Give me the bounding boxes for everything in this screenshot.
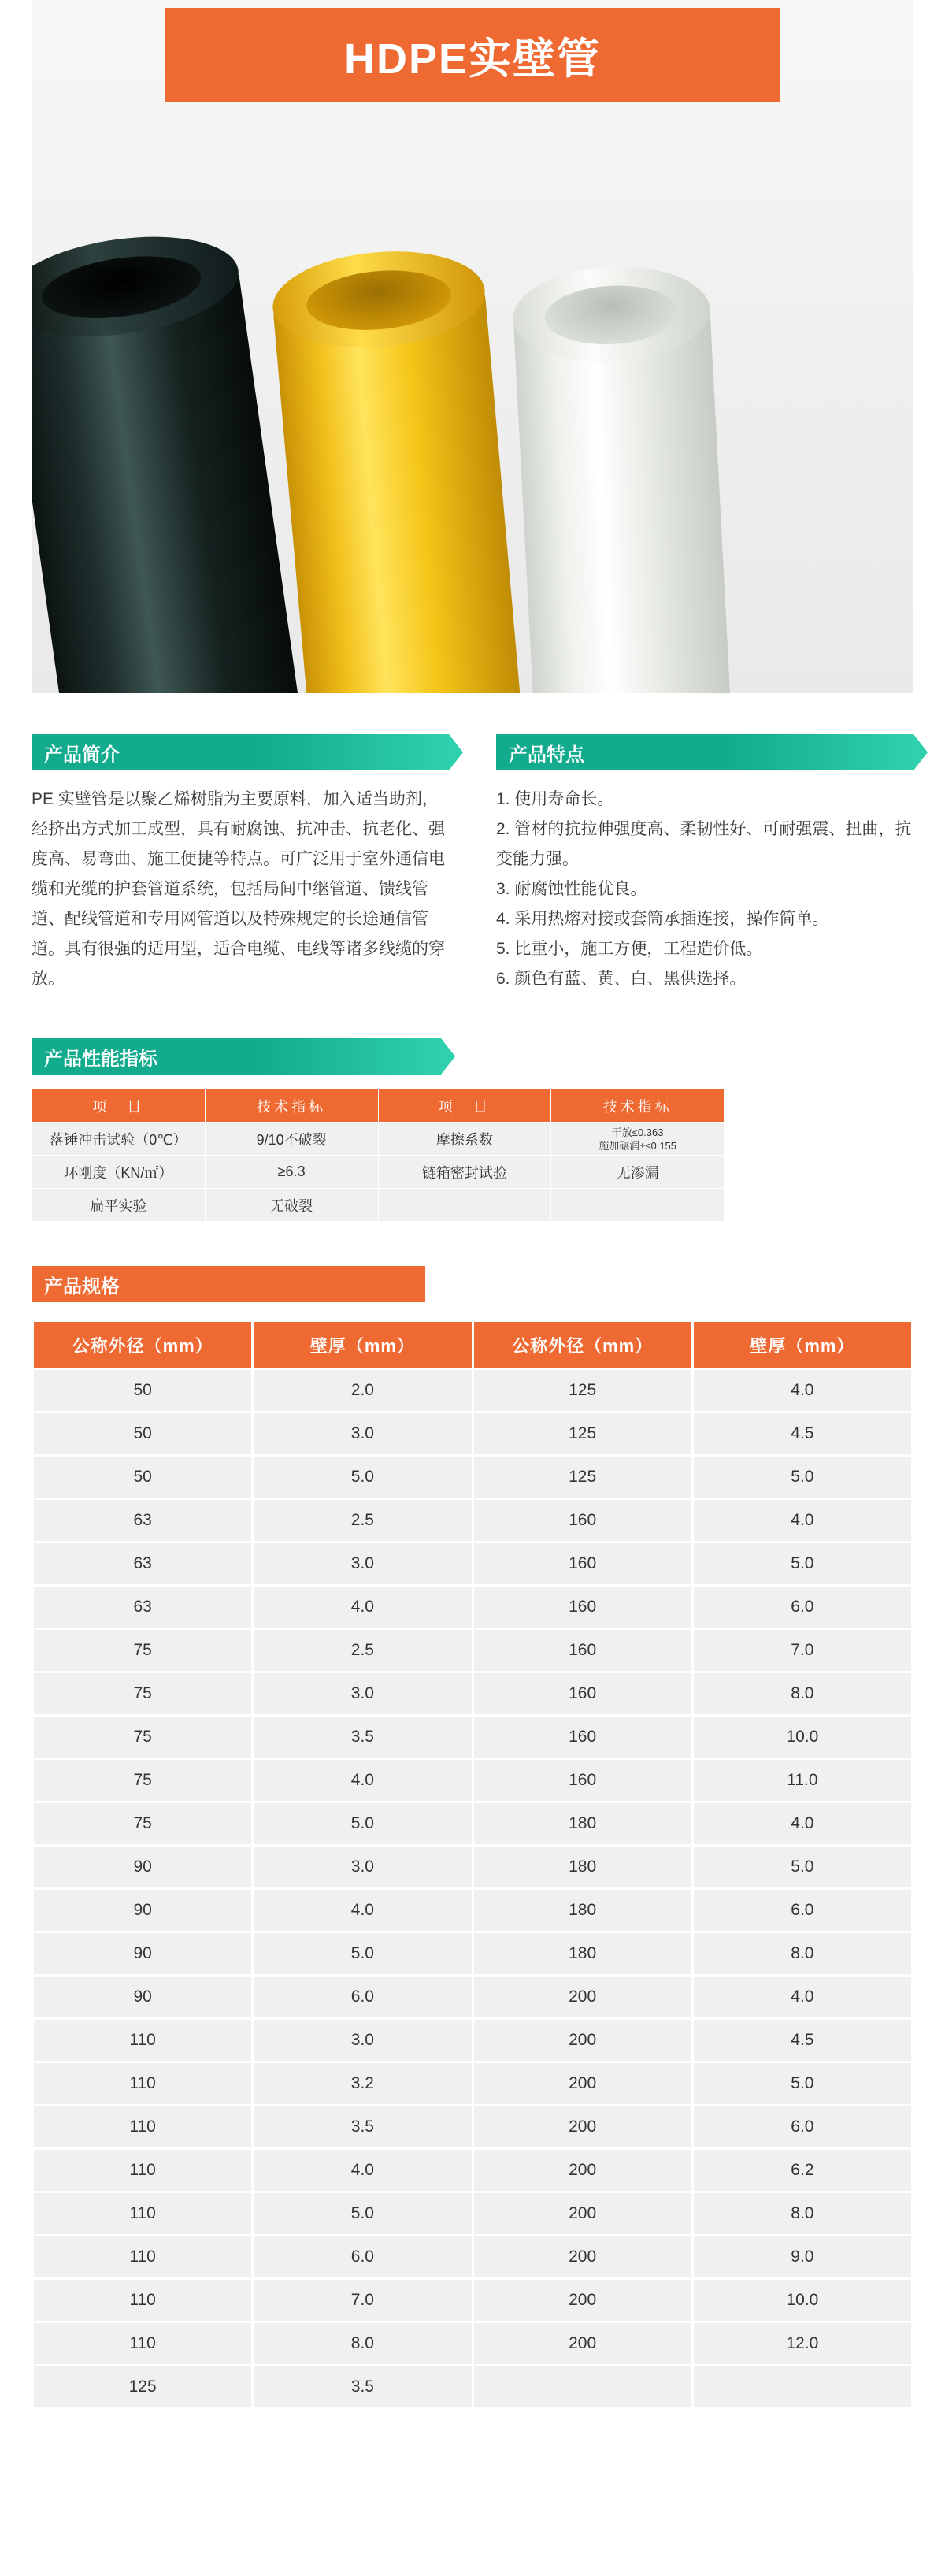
spec-cell — [474, 2366, 691, 2407]
spec-cell: 3.0 — [254, 1673, 471, 1714]
table-row — [34, 1890, 911, 1931]
table-row — [34, 1803, 911, 1844]
spec-col-header: 壁厚（mm） — [694, 1322, 911, 1368]
spec-cell: 4.0 — [254, 1890, 471, 1931]
white-pipe-image — [511, 263, 732, 693]
spec-cell: 4.0 — [254, 2150, 471, 2191]
perf-cell — [551, 1189, 724, 1222]
intro-features-row — [32, 734, 914, 994]
spec-cell: 200 — [474, 1977, 691, 2017]
intro-heading: 产品简介 — [32, 734, 449, 770]
list-item: 1. 使用寿命长。 — [496, 790, 614, 808]
black-pipe-image — [32, 225, 302, 693]
intro-heading-wrap — [32, 734, 449, 770]
spec-cell: 110 — [34, 2193, 251, 2234]
spec-cell: 6.0 — [694, 2106, 911, 2147]
spec-col-header: 壁厚（mm） — [254, 1322, 471, 1368]
features-heading-wrap — [496, 734, 914, 770]
spec-cell: 125 — [474, 1370, 691, 1411]
spec-cell: 75 — [34, 1630, 251, 1671]
spec-cell: 75 — [34, 1673, 251, 1714]
spec-cell: 110 — [34, 2063, 251, 2104]
table-row — [34, 1717, 911, 1758]
spec-cell: 5.0 — [694, 1847, 911, 1887]
spec-cell: 10.0 — [694, 2280, 911, 2321]
spec-cell: 75 — [34, 1803, 251, 1844]
spec-cell: 11.0 — [694, 1760, 911, 1801]
spec-cell: 125 — [34, 2366, 251, 2407]
list-item: 4. 采用热熔对接或套筒承插连接，操作简单。 — [496, 910, 829, 928]
yellow-pipe-image — [269, 245, 523, 693]
spec-cell: 5.0 — [254, 1933, 471, 1974]
spec-cell: 63 — [34, 1543, 251, 1584]
performance-heading: 产品性能指标 — [32, 1038, 441, 1075]
table-row — [34, 2323, 911, 2364]
spec-cell: 8.0 — [254, 2323, 471, 2364]
perf-cell: 无渗漏 — [551, 1156, 724, 1189]
table-row — [34, 2236, 911, 2277]
spec-cell: 5.0 — [254, 1803, 471, 1844]
spec-cell: 200 — [474, 2236, 691, 2277]
table-row — [34, 1370, 911, 1411]
spec-cell: 160 — [474, 1543, 691, 1584]
spec-cell: 160 — [474, 1500, 691, 1541]
list-item: 2. 管材的抗拉伸强度高、柔韧性好、可耐强震、扭曲，抗变能力强。 — [496, 820, 912, 868]
spec-cell: 3.5 — [254, 2366, 471, 2407]
spec-cell: 180 — [474, 1847, 691, 1887]
table-row — [32, 1189, 724, 1222]
table-row — [34, 1977, 911, 2017]
hero-title-banner — [165, 8, 780, 102]
spec-cell: 110 — [34, 2020, 251, 2061]
table-row — [34, 2063, 911, 2104]
list-item: 6. 颜色有蓝、黄、白、黑供选择。 — [496, 970, 747, 988]
spec-cell: 110 — [34, 2236, 251, 2277]
performance-section — [32, 1038, 914, 1222]
spec-cell: 3.0 — [254, 2020, 471, 2061]
spec-cell: 3.0 — [254, 1847, 471, 1887]
table-row — [34, 1847, 911, 1887]
perf-cell: ≥6.3 — [205, 1156, 378, 1189]
spec-cell: 8.0 — [694, 1933, 911, 1974]
perf-cell — [378, 1189, 551, 1222]
spec-cell: 90 — [34, 1977, 251, 2017]
spec-cell: 4.0 — [694, 1803, 911, 1844]
spec-cell: 6.0 — [694, 1890, 911, 1931]
table-row — [34, 2150, 911, 2191]
table-row — [32, 1123, 724, 1156]
table-row — [34, 2366, 911, 2407]
spec-cell: 160 — [474, 1630, 691, 1671]
perf-cell: 链箱密封试验 — [378, 1156, 551, 1189]
spec-cell: 50 — [34, 1413, 251, 1454]
spec-section — [32, 1266, 914, 2410]
spec-cell: 160 — [474, 1717, 691, 1758]
spec-col-header: 公称外径（mm） — [474, 1322, 691, 1368]
table-row — [34, 2193, 911, 2234]
list-item: 3. 耐腐蚀性能优良。 — [496, 880, 647, 898]
spec-table-head — [34, 1322, 911, 1368]
spec-cell: 50 — [34, 1370, 251, 1411]
list-item: 5. 比重小，施工方便，工程造价低。 — [496, 940, 763, 958]
spec-cell: 50 — [34, 1457, 251, 1498]
spec-cell: 5.0 — [694, 2063, 911, 2104]
spec-cell: 110 — [34, 2280, 251, 2321]
spec-cell: 180 — [474, 1933, 691, 1974]
spec-cell: 63 — [34, 1587, 251, 1628]
table-row — [34, 1630, 911, 1671]
spec-cell: 200 — [474, 2193, 691, 2234]
performance-table-head — [32, 1089, 724, 1123]
table-row — [34, 1322, 911, 1368]
spec-cell: 200 — [474, 2020, 691, 2061]
spec-cell: 4.0 — [694, 1500, 911, 1541]
spec-cell: 75 — [34, 1760, 251, 1801]
perf-cell: 扁平实验 — [32, 1189, 206, 1222]
page-title: HDPE实壁管 — [343, 35, 602, 83]
spec-cell: 7.0 — [694, 1630, 911, 1671]
performance-table — [32, 1089, 724, 1222]
spec-cell: 6.2 — [694, 2150, 911, 2191]
spec-cell: 75 — [34, 1717, 251, 1758]
spec-cell: 2.0 — [254, 1370, 471, 1411]
product-photo — [32, 0, 914, 693]
spec-cell: 4.5 — [694, 1413, 911, 1454]
spec-cell: 4.5 — [694, 2020, 911, 2061]
spec-heading: 产品规格 — [32, 1266, 425, 1302]
performance-table-body — [32, 1123, 724, 1222]
table-row — [34, 2106, 911, 2147]
spec-cell: 3.0 — [254, 1543, 471, 1584]
table-row — [34, 1457, 911, 1498]
perf-col-header: 项 目 — [32, 1089, 206, 1123]
spec-cell: 12.0 — [694, 2323, 911, 2364]
spec-cell: 180 — [474, 1890, 691, 1931]
perf-cell: 摩擦系数 — [378, 1123, 551, 1156]
intro-text: PE 实壁管是以聚乙烯树脂为主要原料，加入适当助剂，经挤出方式加工成型，具有耐腐蚀、抗冲击、抗老化、强度高、易弯曲、施工便捷等特点。可广泛用于室外通信电缆和光缆的护套管道系统，包括局间中继管道、馈线管道、配线管道和专用网管道以及特殊规定的长途通信管道。具有很强的适用型，适合电缆、电线等诸多线缆的穿放。 — [32, 790, 445, 988]
table-row — [34, 1933, 911, 1974]
perf-cell: 干放≤0.363 施加碾润±≤0.155 — [551, 1123, 724, 1156]
spec-cell: 5.0 — [254, 2193, 471, 2234]
table-row — [34, 2020, 911, 2061]
spec-cell: 3.0 — [254, 1413, 471, 1454]
spec-cell: 125 — [474, 1457, 691, 1498]
spec-cell: 160 — [474, 1673, 691, 1714]
spec-cell: 200 — [474, 2063, 691, 2104]
spec-cell: 7.0 — [254, 2280, 471, 2321]
spec-cell: 110 — [34, 2323, 251, 2364]
spec-cell: 3.2 — [254, 2063, 471, 2104]
spec-cell: 2.5 — [254, 1630, 471, 1671]
perf-col-header: 项 目 — [378, 1089, 551, 1123]
perf-cell: 落锤冲击试验（0℃） — [32, 1123, 206, 1156]
spec-cell: 8.0 — [694, 1673, 911, 1714]
spec-cell: 90 — [34, 1847, 251, 1887]
table-row — [34, 1413, 911, 1454]
spec-cell: 90 — [34, 1890, 251, 1931]
spec-cell: 160 — [474, 1587, 691, 1628]
spec-cell: 200 — [474, 2280, 691, 2321]
features-column — [496, 734, 914, 994]
spec-cell: 10.0 — [694, 1717, 911, 1758]
spec-cell: 3.5 — [254, 2106, 471, 2147]
features-heading: 产品特点 — [496, 734, 914, 770]
perf-cell: 环刚度（KN/㎡） — [32, 1156, 206, 1189]
perf-col-header: 技术指标 — [551, 1089, 724, 1123]
spec-cell — [694, 2366, 911, 2407]
table-row — [34, 1760, 911, 1801]
spec-table-body — [34, 1370, 911, 2407]
spec-cell: 110 — [34, 2106, 251, 2147]
table-row — [34, 1543, 911, 1584]
spec-cell: 4.0 — [254, 1587, 471, 1628]
spec-cell: 4.0 — [694, 1370, 911, 1411]
spec-cell: 8.0 — [694, 2193, 911, 2234]
spec-cell: 6.0 — [254, 1977, 471, 2017]
hero-section — [32, 0, 914, 693]
spec-cell: 63 — [34, 1500, 251, 1541]
spec-cell: 90 — [34, 1933, 251, 1974]
table-row — [34, 1673, 911, 1714]
spec-cell: 4.0 — [694, 1977, 911, 2017]
spec-cell: 2.5 — [254, 1500, 471, 1541]
spec-cell: 5.0 — [254, 1457, 471, 1498]
table-row — [34, 2280, 911, 2321]
intro-column — [32, 734, 449, 994]
spec-cell: 4.0 — [254, 1760, 471, 1801]
spec-cell: 110 — [34, 2150, 251, 2191]
spec-cell: 200 — [474, 2150, 691, 2191]
spec-col-header: 公称外径（mm） — [34, 1322, 251, 1368]
table-row — [34, 1500, 911, 1541]
spec-cell: 160 — [474, 1760, 691, 1801]
spec-cell: 5.0 — [694, 1457, 911, 1498]
features-list — [496, 785, 914, 994]
spec-cell: 180 — [474, 1803, 691, 1844]
spec-cell: 200 — [474, 2323, 691, 2364]
perf-cell: 无破裂 — [205, 1189, 378, 1222]
table-row — [32, 1089, 724, 1123]
spec-cell: 6.0 — [694, 1587, 911, 1628]
perf-col-header: 技术指标 — [205, 1089, 378, 1123]
spec-cell: 125 — [474, 1413, 691, 1454]
spec-cell: 9.0 — [694, 2236, 911, 2277]
table-row — [32, 1156, 724, 1189]
spec-cell: 200 — [474, 2106, 691, 2147]
spec-cell: 3.5 — [254, 1717, 471, 1758]
perf-cell: 9/10不破裂 — [205, 1123, 378, 1156]
spec-cell: 5.0 — [694, 1543, 911, 1584]
spec-cell: 6.0 — [254, 2236, 471, 2277]
table-row — [34, 1587, 911, 1628]
spec-table — [32, 1320, 914, 2410]
